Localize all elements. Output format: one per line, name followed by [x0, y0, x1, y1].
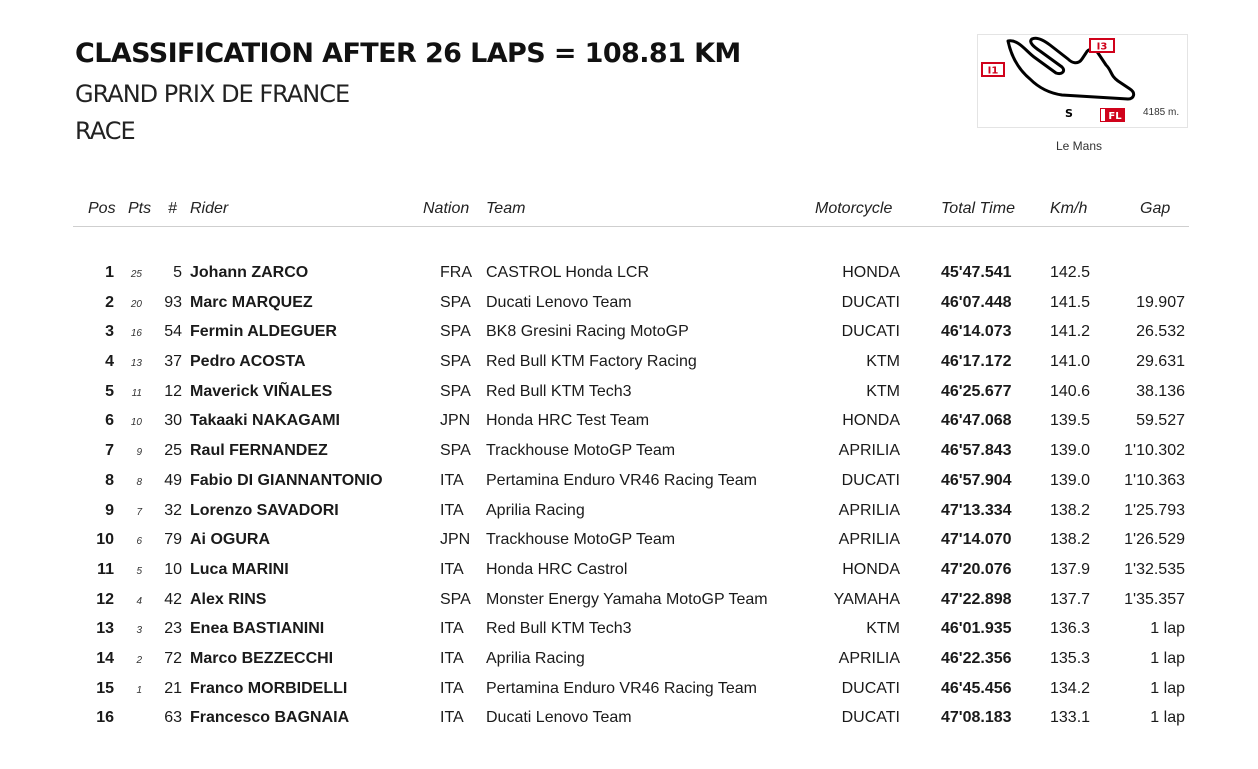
nation-cell: JPN — [440, 412, 471, 430]
motorcycle-cell: DUCATI — [841, 679, 900, 697]
gap-cell: 1'35.357 — [1124, 590, 1185, 608]
nation-cell: ITA — [440, 620, 464, 638]
table-row — [0, 438, 1258, 468]
team-cell: Pertamina Enduro VR46 Racing Team — [486, 679, 757, 697]
rider-number-cell: 23 — [164, 620, 182, 638]
rider-name-cell: Enea BASTIANINI — [190, 620, 325, 638]
col-kmh: Km/h — [1050, 200, 1088, 217]
points-cell: 3 — [136, 625, 142, 637]
team-cell: BK8 Gresini Racing MotoGP — [486, 323, 689, 341]
table-row — [0, 468, 1258, 498]
rider-name-cell: Takaaki NAKAGAMI — [190, 412, 340, 430]
rider-name-cell: Lorenzo SAVADORI — [190, 501, 339, 519]
rider-name-cell: Marco BEZZECCHI — [190, 649, 334, 667]
gap-cell: 1'25.793 — [1124, 501, 1185, 519]
gap-cell: 1'10.302 — [1124, 442, 1185, 460]
table-row — [0, 676, 1258, 706]
total-time-cell: 46'07.448 — [941, 293, 1012, 311]
points-cell: 6 — [136, 536, 142, 548]
motorcycle-cell: HONDA — [842, 412, 900, 430]
rider-name-cell: Luca MARINI — [190, 560, 289, 578]
team-cell: Trackhouse MotoGP Team — [486, 531, 676, 549]
speed-cell: 141.2 — [1050, 323, 1091, 341]
col-motorcycle: Motorcycle — [815, 200, 893, 217]
motorcycle-cell: KTM — [866, 353, 900, 371]
rider-number-cell: 54 — [164, 323, 182, 341]
intermediate-1-label: I1 — [987, 65, 999, 77]
gap-cell: 1'32.535 — [1124, 560, 1185, 578]
total-time-cell: 46'57.843 — [941, 442, 1012, 460]
gap-cell: 26.532 — [1136, 323, 1185, 341]
total-time-cell: 46'17.172 — [941, 353, 1012, 371]
points-cell: 8 — [136, 476, 142, 488]
gap-cell: 1'26.529 — [1124, 531, 1185, 549]
position-cell: 7 — [105, 442, 114, 460]
nation-cell: SPA — [440, 382, 471, 400]
track-map — [977, 34, 1188, 128]
speed-cell: 139.0 — [1050, 471, 1091, 489]
table-row — [0, 557, 1258, 587]
speed-cell: 140.6 — [1050, 382, 1091, 400]
points-cell: 1 — [136, 684, 142, 696]
rider-number-cell: 21 — [164, 679, 182, 697]
motorcycle-cell: APRILIA — [838, 649, 900, 667]
nation-cell: FRA — [440, 264, 472, 281]
gap-cell: 1 lap — [1150, 649, 1185, 667]
motorcycle-cell: KTM — [866, 620, 900, 638]
rider-number-cell: 72 — [164, 649, 182, 667]
position-cell: 4 — [105, 353, 114, 371]
table-row — [0, 705, 1258, 735]
gap-cell: 1'10.363 — [1124, 471, 1185, 489]
motorcycle-cell: HONDA — [842, 264, 900, 281]
motorcycle-cell: DUCATI — [841, 471, 900, 489]
rider-number-cell: 30 — [164, 412, 182, 430]
nation-cell: ITA — [440, 649, 464, 667]
team-cell: Trackhouse MotoGP Team — [486, 442, 676, 460]
position-cell: 8 — [105, 471, 114, 489]
speed-cell: 142.5 — [1050, 264, 1091, 281]
intermediate-3-label: I3 — [1096, 41, 1108, 53]
nation-cell: JPN — [440, 531, 471, 549]
position-cell: 10 — [96, 531, 114, 549]
total-time-cell: 46'47.068 — [941, 412, 1012, 430]
total-time-cell: 47'13.334 — [941, 501, 1012, 519]
position-cell: 1 — [105, 264, 114, 281]
total-time-cell: 46'25.677 — [941, 382, 1012, 400]
speed-cell: 136.3 — [1050, 620, 1091, 638]
speed-cell: 137.9 — [1050, 560, 1091, 578]
rider-name-cell: Fermin ALDEGUER — [190, 323, 337, 341]
speed-cell: 139.0 — [1050, 442, 1091, 460]
col-num: # — [168, 200, 177, 217]
nation-cell: ITA — [440, 679, 464, 697]
col-gap: Gap — [1140, 200, 1171, 217]
speed-cell: 133.1 — [1050, 709, 1091, 727]
team-cell: Aprilia Racing — [486, 649, 585, 667]
rider-number-cell: 37 — [164, 353, 182, 371]
rider-name-cell: Ai OGURA — [190, 531, 270, 549]
table-row — [0, 379, 1258, 409]
table-row — [0, 498, 1258, 528]
rider-number-cell: 49 — [164, 471, 182, 489]
total-time-cell: 46'14.073 — [941, 323, 1012, 341]
team-cell: Ducati Lenovo Team — [486, 293, 632, 311]
position-cell: 15 — [96, 679, 114, 697]
rider-number-cell: 79 — [164, 531, 182, 549]
start-label: S — [1065, 107, 1073, 120]
total-time-cell: 47'20.076 — [941, 560, 1012, 578]
speed-cell: 141.0 — [1050, 353, 1091, 371]
points-cell: 11 — [131, 387, 142, 399]
points-cell: 2 — [136, 654, 142, 666]
total-time-cell: 46'57.904 — [941, 471, 1012, 489]
points-cell: 4 — [136, 595, 142, 607]
speed-cell: 135.3 — [1050, 649, 1091, 667]
points-cell: 20 — [130, 298, 142, 310]
table-row — [0, 616, 1258, 646]
rider-number-cell: 10 — [164, 560, 182, 578]
team-cell: Ducati Lenovo Team — [486, 709, 632, 727]
nation-cell: SPA — [440, 442, 471, 460]
motorcycle-cell: APRILIA — [838, 501, 900, 519]
rider-name-cell: Fabio DI GIANNANTONIO — [190, 471, 383, 489]
speed-cell: 137.7 — [1050, 590, 1091, 608]
nation-cell: SPA — [440, 323, 471, 341]
rider-name-cell: Maverick VIÑALES — [190, 382, 333, 400]
nation-cell: ITA — [440, 709, 464, 727]
total-time-cell: 47'14.070 — [941, 531, 1012, 549]
total-time-cell: 46'22.356 — [941, 649, 1012, 667]
col-pts: Pts — [128, 200, 152, 217]
rider-number-cell: 5 — [173, 264, 182, 281]
motorcycle-cell: APRILIA — [838, 531, 900, 549]
total-time-cell: 46'45.456 — [941, 679, 1012, 697]
table-row — [0, 290, 1258, 320]
gap-cell: 59.527 — [1136, 412, 1185, 430]
event-name: GRAND PRIX DE FRANCE — [75, 80, 350, 108]
circuit-name: Le Mans — [1056, 139, 1103, 153]
gap-cell: 19.907 — [1136, 293, 1185, 311]
motorcycle-cell: HONDA — [842, 560, 900, 578]
results-table — [0, 260, 1258, 735]
col-total-time: Total Time — [941, 200, 1015, 217]
points-cell: 7 — [136, 506, 142, 518]
speed-cell: 141.5 — [1050, 293, 1091, 311]
session-name: RACE — [75, 117, 135, 145]
team-cell: Honda HRC Test Team — [486, 412, 650, 430]
position-cell: 11 — [97, 560, 114, 578]
gap-cell: 1 lap — [1150, 620, 1185, 638]
total-time-cell: 46'01.935 — [941, 620, 1012, 638]
table-row — [0, 408, 1258, 438]
rider-number-cell: 32 — [164, 501, 182, 519]
total-time-cell: 45'47.541 — [941, 264, 1012, 281]
motorcycle-cell: DUCATI — [841, 293, 900, 311]
finish-line-label: FL — [1108, 111, 1122, 122]
position-cell: 12 — [96, 590, 114, 608]
position-cell: 14 — [96, 649, 114, 667]
points-cell: 9 — [136, 447, 142, 459]
rider-number-cell: 25 — [164, 442, 182, 460]
rider-number-cell: 93 — [164, 293, 182, 311]
team-cell: Monster Energy Yamaha MotoGP Team — [486, 590, 768, 608]
rider-name-cell: Marc MARQUEZ — [190, 293, 313, 311]
total-time-cell: 47'08.183 — [941, 709, 1012, 727]
nation-cell: ITA — [440, 471, 464, 489]
points-cell: 25 — [130, 269, 142, 280]
team-cell: Aprilia Racing — [486, 501, 585, 519]
nation-cell: SPA — [440, 353, 471, 371]
position-cell: 6 — [105, 412, 114, 430]
nation-cell: ITA — [440, 560, 464, 578]
speed-cell: 138.2 — [1050, 501, 1091, 519]
rider-name-cell: Pedro ACOSTA — [190, 353, 306, 371]
col-team: Team — [486, 200, 526, 217]
position-cell: 16 — [96, 709, 114, 727]
motorcycle-cell: DUCATI — [841, 709, 900, 727]
nation-cell: ITA — [440, 501, 464, 519]
col-nation: Nation — [423, 200, 470, 217]
table-row — [0, 319, 1258, 349]
table-row — [0, 646, 1258, 676]
total-time-cell: 47'22.898 — [941, 590, 1012, 608]
team-cell: Red Bull KTM Tech3 — [486, 382, 632, 400]
rider-number-cell: 12 — [164, 382, 182, 400]
position-cell: 2 — [105, 293, 114, 311]
rider-name-cell: Franco MORBIDELLI — [190, 679, 348, 697]
position-cell: 13 — [96, 620, 114, 638]
points-cell: 5 — [136, 565, 142, 577]
table-row — [0, 527, 1258, 557]
team-cell: Pertamina Enduro VR46 Racing Team — [486, 471, 757, 489]
team-cell: Red Bull KTM Tech3 — [486, 620, 632, 638]
gap-cell: 1 lap — [1150, 709, 1185, 727]
rider-name-cell: Raul FERNANDEZ — [190, 442, 328, 460]
points-cell: 10 — [130, 417, 142, 429]
page-title: CLASSIFICATION AFTER 26 LAPS = 108.81 KM — [75, 38, 741, 69]
table-row — [0, 260, 1258, 290]
rider-name-cell: Johann ZARCO — [190, 264, 309, 281]
team-cell: CASTROL Honda LCR — [486, 264, 650, 281]
gap-cell: 1 lap — [1150, 679, 1185, 697]
motorcycle-cell: DUCATI — [841, 323, 900, 341]
motorcycle-cell: YAMAHA — [833, 590, 900, 608]
team-cell: Honda HRC Castrol — [486, 560, 628, 578]
table-row — [0, 349, 1258, 379]
table-row — [0, 587, 1258, 617]
speed-cell: 134.2 — [1050, 679, 1091, 697]
speed-cell: 139.5 — [1050, 412, 1091, 430]
nation-cell: SPA — [440, 590, 471, 608]
rider-number-cell: 42 — [164, 590, 182, 608]
gap-cell: 29.631 — [1136, 353, 1185, 371]
nation-cell: SPA — [440, 293, 471, 311]
rider-name-cell: Francesco BAGNAIA — [190, 709, 350, 727]
team-cell: Red Bull KTM Factory Racing — [486, 353, 697, 371]
position-cell: 9 — [105, 501, 114, 519]
position-cell: 3 — [105, 323, 114, 341]
speed-cell: 138.2 — [1050, 531, 1091, 549]
motorcycle-cell: KTM — [866, 382, 900, 400]
gap-cell: 38.136 — [1136, 382, 1185, 400]
table-header — [73, 198, 1189, 227]
points-cell: 13 — [130, 358, 142, 370]
col-rider: Rider — [190, 200, 229, 217]
motorcycle-cell: APRILIA — [838, 442, 900, 460]
col-pos: Pos — [88, 200, 116, 217]
points-cell: 16 — [130, 328, 142, 340]
track-length: 4185 m. — [1143, 107, 1180, 118]
rider-name-cell: Alex RINS — [190, 590, 267, 608]
rider-number-cell: 63 — [164, 709, 182, 727]
position-cell: 5 — [105, 382, 114, 400]
